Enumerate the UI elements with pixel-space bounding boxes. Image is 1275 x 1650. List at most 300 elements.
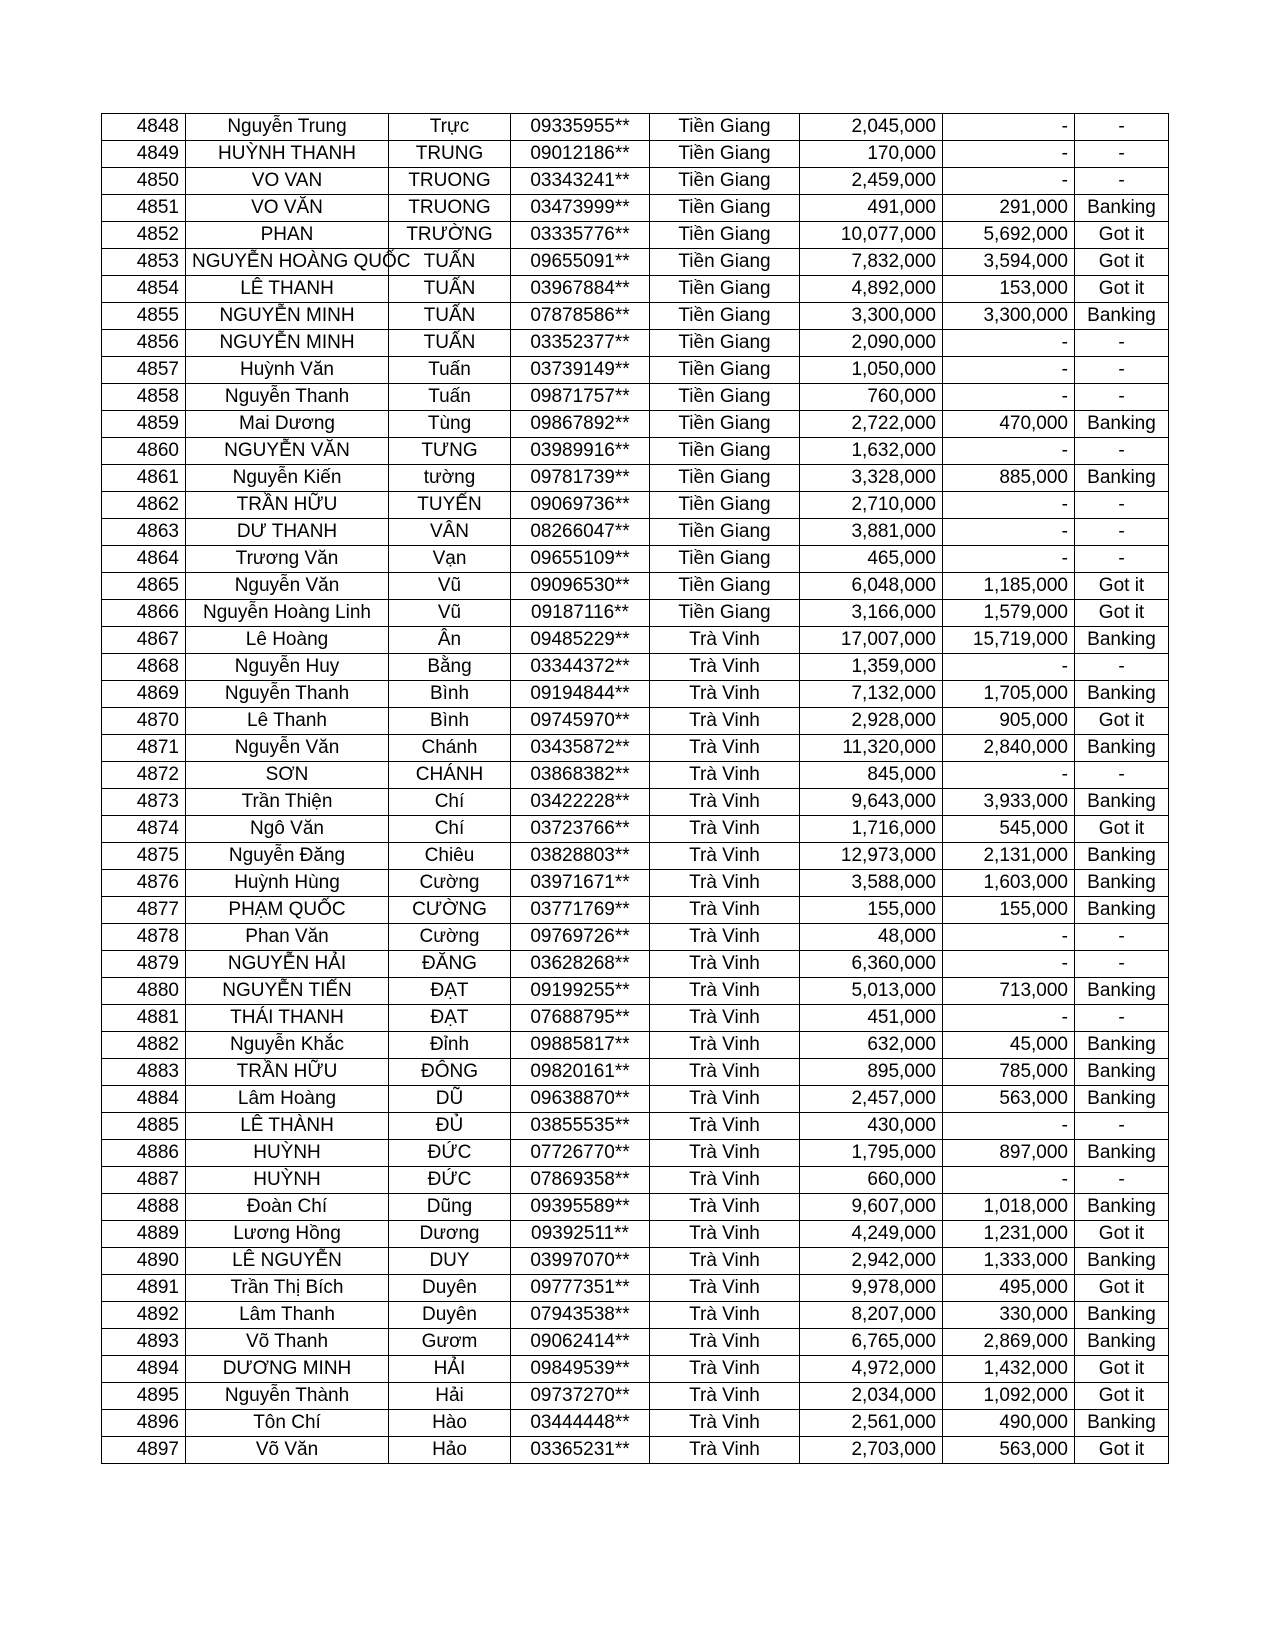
province-cell: Trà Vinh <box>650 1329 800 1356</box>
last-name-cell: Nguyễn Khắc <box>186 1032 389 1059</box>
phone-cell: 09867892** <box>511 411 650 438</box>
amount-paid-cell: - <box>943 519 1075 546</box>
province-cell: Trà Vinh <box>650 1275 800 1302</box>
row-number-cell: 4865 <box>102 573 186 600</box>
amount-total-cell: 2,090,000 <box>800 330 943 357</box>
phone-cell: 07688795** <box>511 1005 650 1032</box>
amount-paid-cell: 563,000 <box>943 1086 1075 1113</box>
amount-paid-cell: 545,000 <box>943 816 1075 843</box>
amount-total-cell: 3,588,000 <box>800 870 943 897</box>
province-cell: Trà Vinh <box>650 1221 800 1248</box>
row-number-cell: 4881 <box>102 1005 186 1032</box>
phone-cell: 03771769** <box>511 897 650 924</box>
last-name-cell: Nguyễn Kiến <box>186 465 389 492</box>
table-row <box>102 1059 1169 1086</box>
amount-total-cell: 5,013,000 <box>800 978 943 1005</box>
province-cell: Trà Vinh <box>650 1356 800 1383</box>
last-name-cell: Lâm Thanh <box>186 1302 389 1329</box>
phone-cell: 09194844** <box>511 681 650 708</box>
table-row <box>102 708 1169 735</box>
phone-cell: 09392511** <box>511 1221 650 1248</box>
last-name-cell: VO VAN <box>186 168 389 195</box>
province-cell: Tiền Giang <box>650 303 800 330</box>
amount-paid-cell: 2,131,000 <box>943 843 1075 870</box>
phone-cell: 09820161** <box>511 1059 650 1086</box>
status-cell: Banking <box>1075 1086 1169 1113</box>
phone-cell: 03868382** <box>511 762 650 789</box>
status-cell: - <box>1075 951 1169 978</box>
province-cell: Tiền Giang <box>650 141 800 168</box>
table-row <box>102 1275 1169 1302</box>
amount-total-cell: 2,710,000 <box>800 492 943 519</box>
province-cell: Trà Vinh <box>650 843 800 870</box>
amount-paid-cell: - <box>943 492 1075 519</box>
amount-paid-cell: - <box>943 762 1075 789</box>
phone-cell: 09655091** <box>511 249 650 276</box>
amount-paid-cell: 3,300,000 <box>943 303 1075 330</box>
province-cell: Tiền Giang <box>650 222 800 249</box>
row-number-cell: 4894 <box>102 1356 186 1383</box>
status-cell: Got it <box>1075 1383 1169 1410</box>
last-name-cell: Võ Văn <box>186 1437 389 1464</box>
first-name-cell: Cường <box>389 870 511 897</box>
row-number-cell: 4871 <box>102 735 186 762</box>
status-cell: Banking <box>1075 627 1169 654</box>
first-name-cell: VÂN <box>389 519 511 546</box>
last-name-cell: NGUYỄN MINH <box>186 330 389 357</box>
amount-paid-cell: - <box>943 1113 1075 1140</box>
last-name-cell: Lê Hoàng <box>186 627 389 654</box>
amount-paid-cell: - <box>943 384 1075 411</box>
row-number-cell: 4849 <box>102 141 186 168</box>
amount-paid-cell: 3,594,000 <box>943 249 1075 276</box>
amount-paid-cell: - <box>943 546 1075 573</box>
status-cell: - <box>1075 762 1169 789</box>
status-cell: Banking <box>1075 735 1169 762</box>
row-number-cell: 4877 <box>102 897 186 924</box>
province-cell: Trà Vinh <box>650 924 800 951</box>
row-number-cell: 4861 <box>102 465 186 492</box>
status-cell: Banking <box>1075 870 1169 897</box>
first-name-cell: TRƯỜNG <box>389 222 511 249</box>
phone-cell: 03855535** <box>511 1113 650 1140</box>
last-name-cell: Mai Dương <box>186 411 389 438</box>
first-name-cell: Cường <box>389 924 511 951</box>
last-name-cell: LÊ THÀNH <box>186 1113 389 1140</box>
first-name-cell: Vạn <box>389 546 511 573</box>
last-name-cell: Võ Thanh <box>186 1329 389 1356</box>
phone-cell: 03435872** <box>511 735 650 762</box>
row-number-cell: 4885 <box>102 1113 186 1140</box>
status-cell: Got it <box>1075 1437 1169 1464</box>
amount-paid-cell: 15,719,000 <box>943 627 1075 654</box>
first-name-cell: ĐỦ <box>389 1113 511 1140</box>
amount-total-cell: 155,000 <box>800 897 943 924</box>
phone-cell: 09485229** <box>511 627 650 654</box>
amount-total-cell: 11,320,000 <box>800 735 943 762</box>
status-cell: - <box>1075 141 1169 168</box>
first-name-cell: ĐĂNG <box>389 951 511 978</box>
status-cell: - <box>1075 330 1169 357</box>
first-name-cell: Bằng <box>389 654 511 681</box>
data-table <box>101 113 1169 1464</box>
row-number-cell: 4895 <box>102 1383 186 1410</box>
province-cell: Trà Vinh <box>650 1059 800 1086</box>
last-name-cell: NGUYỄN TIẾN <box>186 978 389 1005</box>
amount-total-cell: 9,978,000 <box>800 1275 943 1302</box>
province-cell: Trà Vinh <box>650 681 800 708</box>
first-name-cell: ĐẠT <box>389 1005 511 1032</box>
table-row <box>102 1194 1169 1221</box>
phone-cell: 07878586** <box>511 303 650 330</box>
table-row <box>102 1113 1169 1140</box>
row-number-cell: 4853 <box>102 249 186 276</box>
status-cell: Got it <box>1075 222 1169 249</box>
status-cell: Got it <box>1075 600 1169 627</box>
row-number-cell: 4852 <box>102 222 186 249</box>
province-cell: Trà Vinh <box>650 951 800 978</box>
row-number-cell: 4887 <box>102 1167 186 1194</box>
amount-paid-cell: 291,000 <box>943 195 1075 222</box>
province-cell: Trà Vinh <box>650 1302 800 1329</box>
amount-paid-cell: 1,603,000 <box>943 870 1075 897</box>
table-row <box>102 357 1169 384</box>
phone-cell: 09012186** <box>511 141 650 168</box>
status-cell: - <box>1075 114 1169 141</box>
amount-total-cell: 760,000 <box>800 384 943 411</box>
province-cell: Trà Vinh <box>650 1140 800 1167</box>
amount-total-cell: 3,328,000 <box>800 465 943 492</box>
amount-paid-cell: 1,432,000 <box>943 1356 1075 1383</box>
amount-total-cell: 451,000 <box>800 1005 943 1032</box>
first-name-cell: Hảo <box>389 1437 511 1464</box>
phone-cell: 07869358** <box>511 1167 650 1194</box>
row-number-cell: 4855 <box>102 303 186 330</box>
amount-paid-cell: 153,000 <box>943 276 1075 303</box>
table-row <box>102 600 1169 627</box>
first-name-cell: Gươm <box>389 1329 511 1356</box>
province-cell: Tiền Giang <box>650 546 800 573</box>
province-cell: Trà Vinh <box>650 1194 800 1221</box>
amount-paid-cell: 330,000 <box>943 1302 1075 1329</box>
table-row <box>102 384 1169 411</box>
province-cell: Trà Vinh <box>650 1005 800 1032</box>
province-cell: Tiền Giang <box>650 114 800 141</box>
table-row <box>102 1086 1169 1113</box>
amount-total-cell: 2,928,000 <box>800 708 943 735</box>
amount-paid-cell: 3,933,000 <box>943 789 1075 816</box>
status-cell: Got it <box>1075 708 1169 735</box>
row-number-cell: 4851 <box>102 195 186 222</box>
last-name-cell: Lê Thanh <box>186 708 389 735</box>
table-row <box>102 276 1169 303</box>
amount-paid-cell: 490,000 <box>943 1410 1075 1437</box>
amount-total-cell: 2,703,000 <box>800 1437 943 1464</box>
amount-total-cell: 1,359,000 <box>800 654 943 681</box>
row-number-cell: 4850 <box>102 168 186 195</box>
amount-paid-cell: 5,692,000 <box>943 222 1075 249</box>
amount-paid-cell: 155,000 <box>943 897 1075 924</box>
row-number-cell: 4886 <box>102 1140 186 1167</box>
province-cell: Trà Vinh <box>650 1086 800 1113</box>
first-name-cell: Đỉnh <box>389 1032 511 1059</box>
table-row <box>102 735 1169 762</box>
first-name-cell: Dương <box>389 1221 511 1248</box>
status-cell: - <box>1075 924 1169 951</box>
phone-cell: 03723766** <box>511 816 650 843</box>
last-name-cell: LÊ THANH <box>186 276 389 303</box>
amount-paid-cell: 1,018,000 <box>943 1194 1075 1221</box>
table-row <box>102 789 1169 816</box>
status-cell: Got it <box>1075 1275 1169 1302</box>
table-row <box>102 492 1169 519</box>
amount-paid-cell: 45,000 <box>943 1032 1075 1059</box>
first-name-cell: Chí <box>389 816 511 843</box>
amount-total-cell: 1,632,000 <box>800 438 943 465</box>
last-name-cell: Nguyễn Văn <box>186 573 389 600</box>
phone-cell: 09062414** <box>511 1329 650 1356</box>
phone-cell: 03997070** <box>511 1248 650 1275</box>
row-number-cell: 4875 <box>102 843 186 870</box>
row-number-cell: 4860 <box>102 438 186 465</box>
last-name-cell: NGUYỄN MINH <box>186 303 389 330</box>
phone-cell: 09871757** <box>511 384 650 411</box>
table-row <box>102 1302 1169 1329</box>
row-number-cell: 4854 <box>102 276 186 303</box>
row-number-cell: 4858 <box>102 384 186 411</box>
row-number-cell: 4883 <box>102 1059 186 1086</box>
table-row <box>102 1140 1169 1167</box>
row-number-cell: 4882 <box>102 1032 186 1059</box>
phone-cell: 09745970** <box>511 708 650 735</box>
last-name-cell: Nguyễn Đăng <box>186 843 389 870</box>
province-cell: Trà Vinh <box>650 627 800 654</box>
amount-total-cell: 845,000 <box>800 762 943 789</box>
status-cell: Banking <box>1075 465 1169 492</box>
table-row <box>102 519 1169 546</box>
first-name-cell: Hào <box>389 1410 511 1437</box>
first-name-cell: DUY <box>389 1248 511 1275</box>
status-cell: - <box>1075 1005 1169 1032</box>
table-row <box>102 816 1169 843</box>
amount-total-cell: 2,034,000 <box>800 1383 943 1410</box>
row-number-cell: 4879 <box>102 951 186 978</box>
amount-paid-cell: 495,000 <box>943 1275 1075 1302</box>
row-number-cell: 4889 <box>102 1221 186 1248</box>
table-row <box>102 573 1169 600</box>
amount-paid-cell: 1,705,000 <box>943 681 1075 708</box>
table-row <box>102 897 1169 924</box>
amount-total-cell: 2,045,000 <box>800 114 943 141</box>
amount-total-cell: 8,207,000 <box>800 1302 943 1329</box>
last-name-cell: Tôn Chí <box>186 1410 389 1437</box>
last-name-cell: THÁI THANH <box>186 1005 389 1032</box>
phone-cell: 09781739** <box>511 465 650 492</box>
status-cell: Got it <box>1075 249 1169 276</box>
phone-cell: 03989916** <box>511 438 650 465</box>
row-number-cell: 4893 <box>102 1329 186 1356</box>
status-cell: Banking <box>1075 195 1169 222</box>
province-cell: Trà Vinh <box>650 762 800 789</box>
amount-total-cell: 3,881,000 <box>800 519 943 546</box>
status-cell: Banking <box>1075 978 1169 1005</box>
row-number-cell: 4874 <box>102 816 186 843</box>
amount-paid-cell: 1,333,000 <box>943 1248 1075 1275</box>
last-name-cell: TRẦN HỮU <box>186 492 389 519</box>
amount-paid-cell: - <box>943 1167 1075 1194</box>
phone-cell: 09096530** <box>511 573 650 600</box>
amount-total-cell: 7,832,000 <box>800 249 943 276</box>
phone-cell: 03967884** <box>511 276 650 303</box>
phone-cell: 03344372** <box>511 654 650 681</box>
first-name-cell: ĐỨC <box>389 1167 511 1194</box>
amount-total-cell: 632,000 <box>800 1032 943 1059</box>
table-row <box>102 924 1169 951</box>
last-name-cell: PHẠM QUỐC <box>186 897 389 924</box>
table-row <box>102 654 1169 681</box>
first-name-cell: Trực <box>389 114 511 141</box>
amount-total-cell: 3,166,000 <box>800 600 943 627</box>
province-cell: Tiền Giang <box>650 168 800 195</box>
province-cell: Tiền Giang <box>650 357 800 384</box>
first-name-cell: TRUONG <box>389 168 511 195</box>
province-cell: Tiền Giang <box>650 276 800 303</box>
status-cell: Banking <box>1075 411 1169 438</box>
last-name-cell: TRẦN HỮU <box>186 1059 389 1086</box>
row-number-cell: 4896 <box>102 1410 186 1437</box>
status-cell: Banking <box>1075 1032 1169 1059</box>
row-number-cell: 4868 <box>102 654 186 681</box>
province-cell: Tiền Giang <box>650 600 800 627</box>
first-name-cell: Tùng <box>389 411 511 438</box>
first-name-cell: TUẤN <box>389 276 511 303</box>
last-name-cell: DƯƠNG MINH <box>186 1356 389 1383</box>
phone-cell: 09885817** <box>511 1032 650 1059</box>
status-cell: - <box>1075 438 1169 465</box>
province-cell: Tiền Giang <box>650 519 800 546</box>
row-number-cell: 4878 <box>102 924 186 951</box>
status-cell: Banking <box>1075 1248 1169 1275</box>
amount-paid-cell: - <box>943 1005 1075 1032</box>
province-cell: Trà Vinh <box>650 1383 800 1410</box>
amount-paid-cell: 713,000 <box>943 978 1075 1005</box>
first-name-cell: Tuấn <box>389 357 511 384</box>
table-row <box>102 1221 1169 1248</box>
first-name-cell: TRUNG <box>389 141 511 168</box>
first-name-cell: Hải <box>389 1383 511 1410</box>
row-number-cell: 4890 <box>102 1248 186 1275</box>
province-cell: Trà Vinh <box>650 1410 800 1437</box>
last-name-cell: VO VĂN <box>186 195 389 222</box>
amount-paid-cell: - <box>943 330 1075 357</box>
table-row <box>102 1410 1169 1437</box>
amount-total-cell: 6,360,000 <box>800 951 943 978</box>
phone-cell: 07943538** <box>511 1302 650 1329</box>
first-name-cell: Ân <box>389 627 511 654</box>
phone-cell: 03473999** <box>511 195 650 222</box>
phone-cell: 03628268** <box>511 951 650 978</box>
status-cell: Banking <box>1075 681 1169 708</box>
status-cell: Got it <box>1075 1221 1169 1248</box>
status-cell: - <box>1075 1167 1169 1194</box>
table-row <box>102 978 1169 1005</box>
status-cell: - <box>1075 357 1169 384</box>
phone-cell: 07726770** <box>511 1140 650 1167</box>
table-row <box>102 1329 1169 1356</box>
first-name-cell: ĐỨC <box>389 1140 511 1167</box>
row-number-cell: 4864 <box>102 546 186 573</box>
table-row <box>102 870 1169 897</box>
phone-cell: 03365231** <box>511 1437 650 1464</box>
province-cell: Tiền Giang <box>650 573 800 600</box>
amount-paid-cell: 563,000 <box>943 1437 1075 1464</box>
first-name-cell: Chí <box>389 789 511 816</box>
amount-total-cell: 12,973,000 <box>800 843 943 870</box>
province-cell: Trà Vinh <box>650 1248 800 1275</box>
row-number-cell: 4856 <box>102 330 186 357</box>
amount-total-cell: 170,000 <box>800 141 943 168</box>
first-name-cell: Chánh <box>389 735 511 762</box>
row-number-cell: 4862 <box>102 492 186 519</box>
phone-cell: 09069736** <box>511 492 650 519</box>
status-cell: Got it <box>1075 816 1169 843</box>
status-cell: Got it <box>1075 573 1169 600</box>
status-cell: - <box>1075 519 1169 546</box>
last-name-cell: Nguyễn Hoàng Linh <box>186 600 389 627</box>
first-name-cell: TƯNG <box>389 438 511 465</box>
amount-total-cell: 1,716,000 <box>800 816 943 843</box>
status-cell: Banking <box>1075 1194 1169 1221</box>
first-name-cell: Duyên <box>389 1302 511 1329</box>
last-name-cell: LÊ NGUYỄN <box>186 1248 389 1275</box>
phone-cell: 09187116** <box>511 600 650 627</box>
amount-paid-cell: 2,840,000 <box>943 735 1075 762</box>
amount-paid-cell: 785,000 <box>943 1059 1075 1086</box>
last-name-cell: Ngô Văn <box>186 816 389 843</box>
phone-cell: 09769726** <box>511 924 650 951</box>
table-row <box>102 681 1169 708</box>
phone-cell: 03739149** <box>511 357 650 384</box>
first-name-cell: Vũ <box>389 600 511 627</box>
first-name-cell: Vũ <box>389 573 511 600</box>
row-number-cell: 4869 <box>102 681 186 708</box>
amount-paid-cell: - <box>943 951 1075 978</box>
table-row <box>102 1356 1169 1383</box>
first-name-cell: HẢI <box>389 1356 511 1383</box>
row-number-cell: 4873 <box>102 789 186 816</box>
amount-paid-cell: 897,000 <box>943 1140 1075 1167</box>
last-name-cell: Nguyễn Thanh <box>186 384 389 411</box>
first-name-cell: CƯỜNG <box>389 897 511 924</box>
first-name-cell: TUYẾN <box>389 492 511 519</box>
status-cell: Banking <box>1075 1410 1169 1437</box>
last-name-cell: Lâm Hoàng <box>186 1086 389 1113</box>
amount-total-cell: 6,765,000 <box>800 1329 943 1356</box>
province-cell: Trà Vinh <box>650 978 800 1005</box>
table-row <box>102 438 1169 465</box>
status-cell: Banking <box>1075 897 1169 924</box>
last-name-cell: NGUYỄN VĂN <box>186 438 389 465</box>
amount-total-cell: 1,050,000 <box>800 357 943 384</box>
last-name-cell: DƯ THANH <box>186 519 389 546</box>
status-cell: Banking <box>1075 843 1169 870</box>
last-name-cell: Đoàn Chí <box>186 1194 389 1221</box>
phone-cell: 03971671** <box>511 870 650 897</box>
first-name-cell: TRUONG <box>389 195 511 222</box>
province-cell: Trà Vinh <box>650 1167 800 1194</box>
amount-total-cell: 17,007,000 <box>800 627 943 654</box>
phone-cell: 09655109** <box>511 546 650 573</box>
